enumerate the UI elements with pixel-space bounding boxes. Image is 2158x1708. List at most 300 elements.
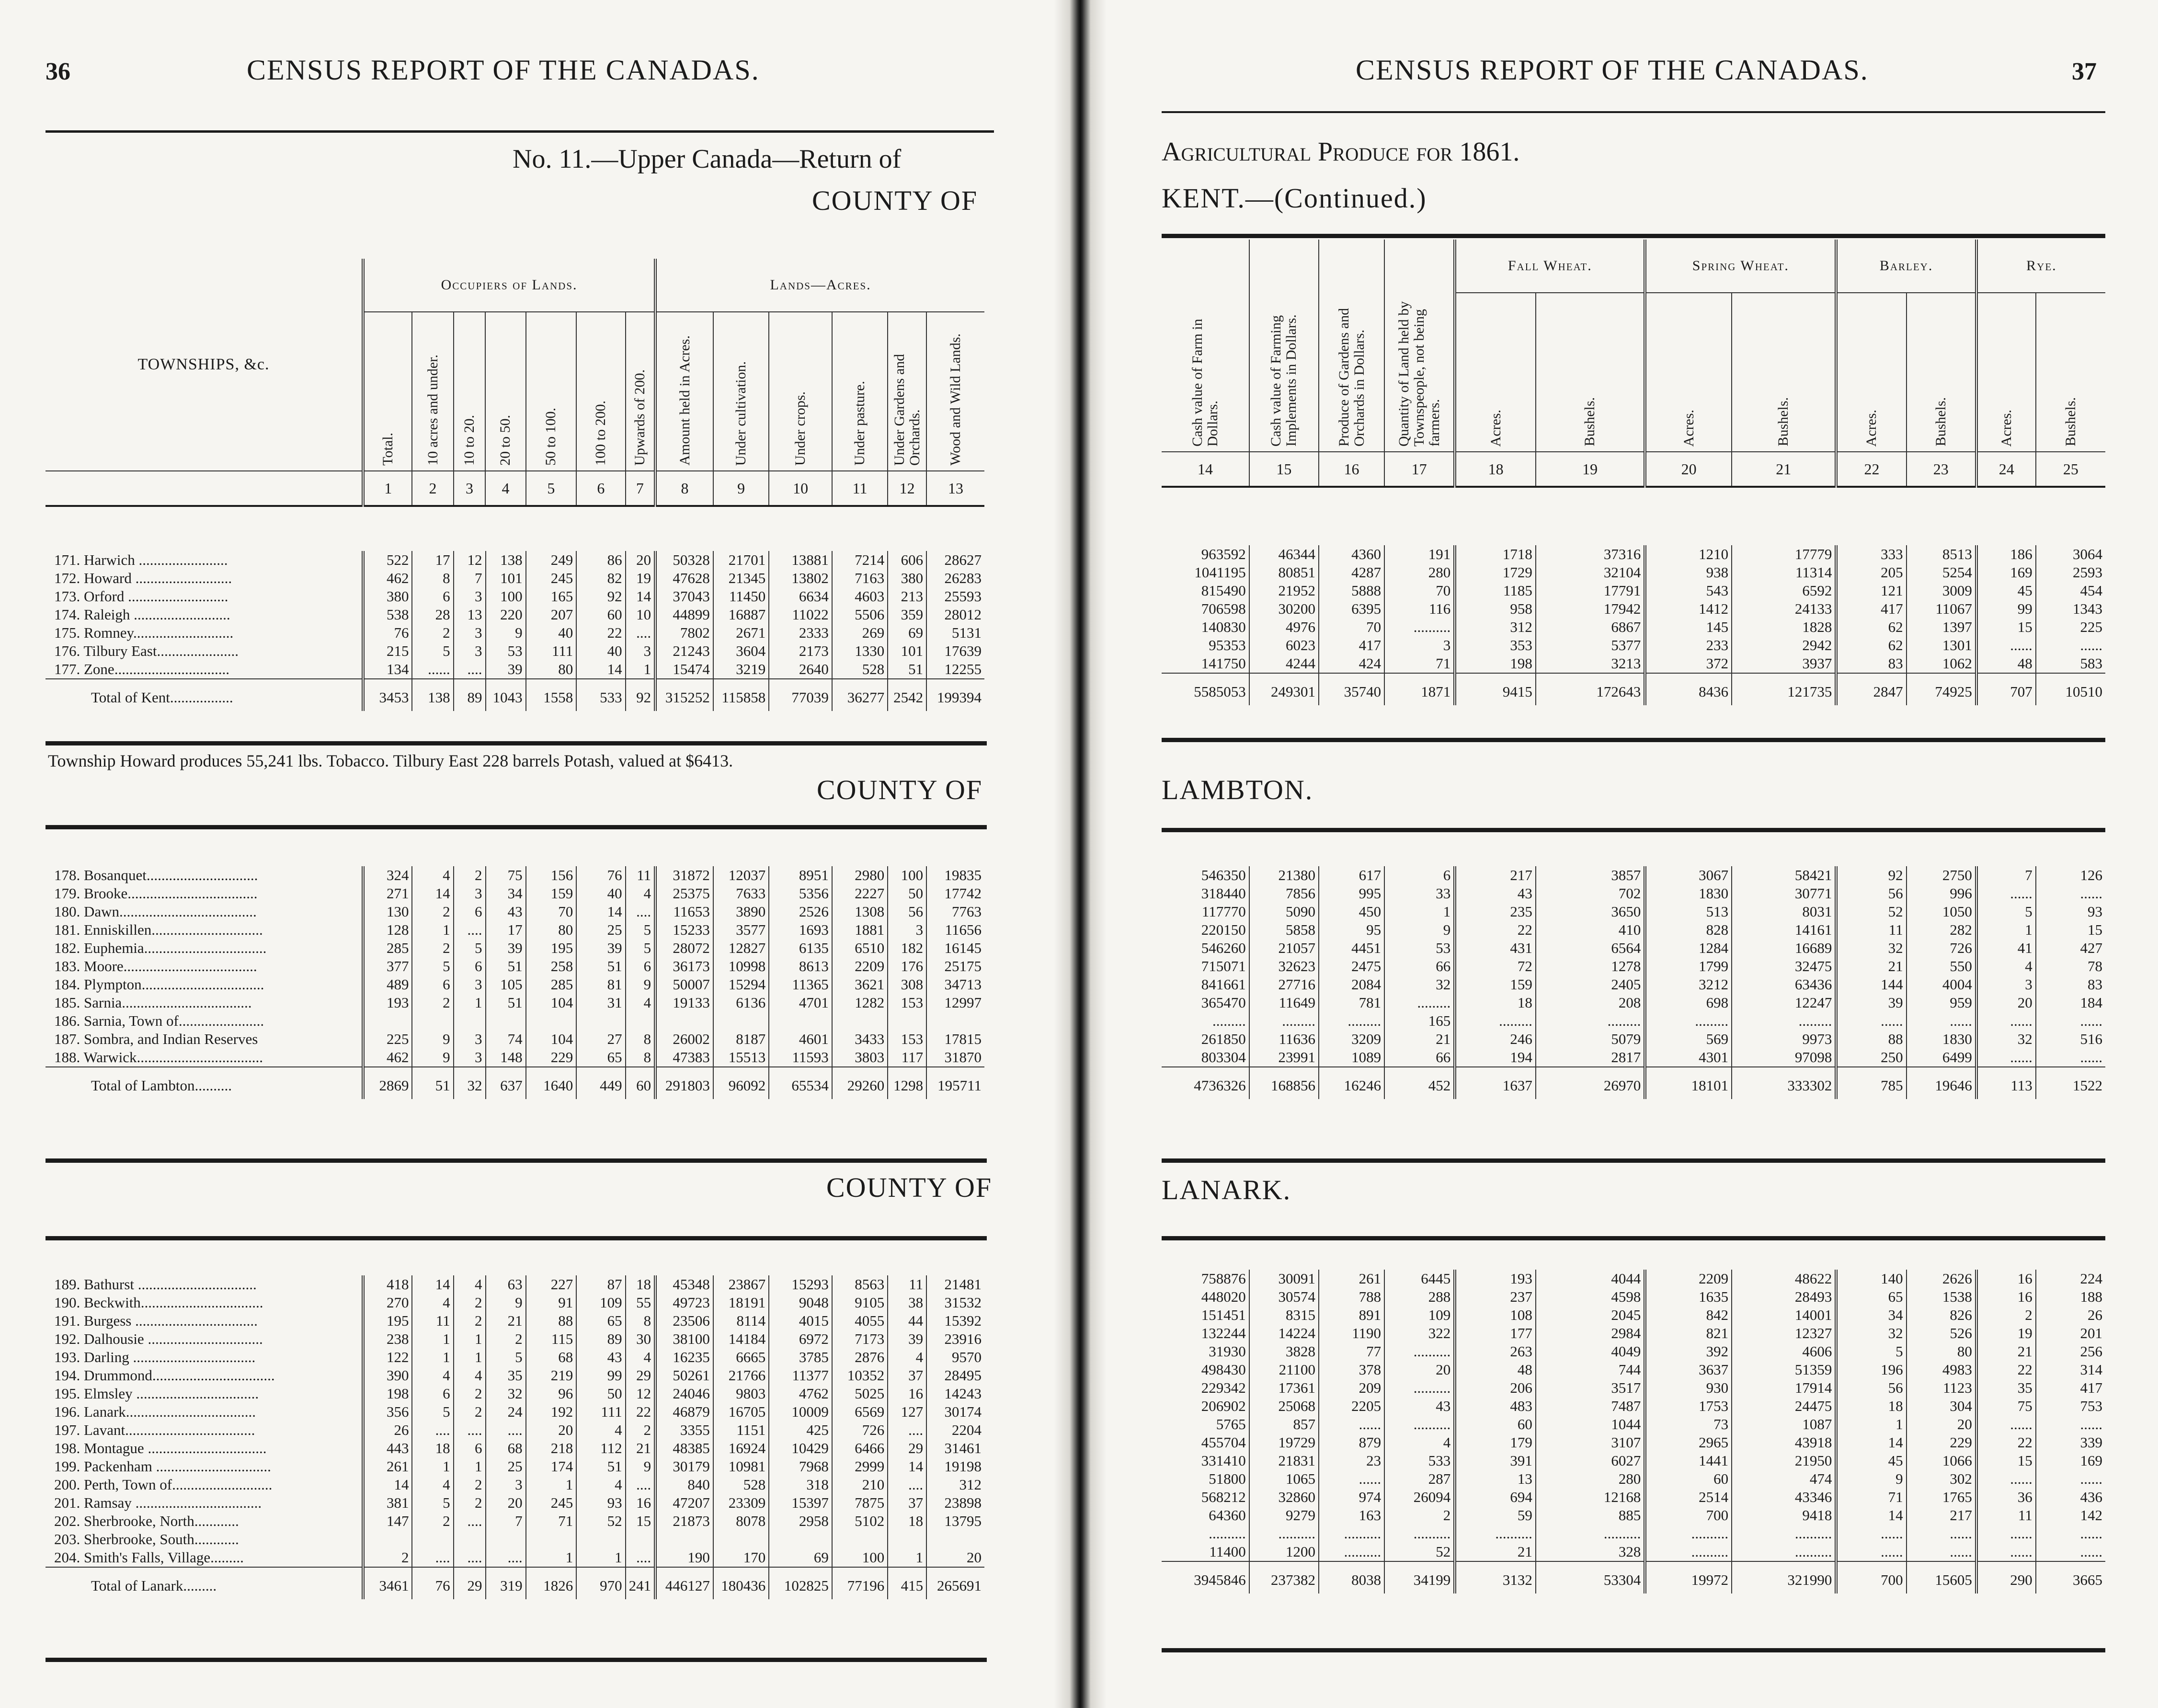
cell-value: 700 (1645, 1506, 1732, 1525)
cell-value: 417 (2036, 1379, 2105, 1397)
cell-value: 31870 (926, 1048, 984, 1067)
table-row (1162, 939, 2105, 957)
township-name: 179. Brooke................................... (54, 885, 258, 902)
column-header: 20 to 50. (485, 312, 525, 471)
cell-value: 2 (454, 866, 486, 884)
cell-value: 269 (832, 624, 888, 642)
cell-value: 5858 (1249, 921, 1319, 939)
cell-value: 76 (412, 1567, 453, 1599)
cell-value: 53 (486, 642, 526, 660)
township-name: 185. Sarnia................................... (54, 994, 252, 1011)
cell-value: ...... (1836, 1012, 1906, 1030)
cell-value: 4044 (1536, 1270, 1645, 1288)
cell-value: 4 (412, 866, 453, 884)
cell-value: 7856 (1249, 884, 1319, 903)
left-header-table (46, 259, 984, 507)
cell-value: 15 (1976, 618, 2036, 636)
cell-value: 14 (888, 1457, 926, 1476)
cell-value: 76 (576, 866, 625, 884)
cell-value: 489 (363, 975, 412, 994)
cell-value: 707 (1976, 673, 2036, 705)
cell-value: 28072 (655, 939, 713, 957)
cell-value: 224 (2036, 1270, 2105, 1288)
cell-value: 14001 (1732, 1306, 1836, 1324)
cell-value: ...... (1836, 1525, 1906, 1543)
cell-value: 3857 (1536, 866, 1645, 884)
kent-table (46, 551, 984, 711)
cell-value: 21873 (655, 1512, 713, 1530)
cell-value: 2640 (769, 660, 832, 679)
cell-value: 25 (486, 1457, 526, 1476)
cell-value: 21 (626, 1439, 656, 1457)
cell-value: 37 (888, 1494, 926, 1512)
column-number: 13 (926, 471, 984, 506)
cell-value: 3 (454, 642, 486, 660)
cell-value: 121 (1836, 582, 1906, 600)
cell-value: ...... (2036, 1525, 2105, 1543)
cell-value: 2526 (769, 903, 832, 921)
lambton-bottom-rule (46, 1158, 987, 1163)
right-page-number: 37 (2072, 58, 2097, 85)
cell-value: 2999 (832, 1457, 888, 1476)
cell-value: 424 (1319, 654, 1384, 673)
cell-value: 127 (888, 1403, 926, 1421)
cell-value: 5254 (1907, 563, 1976, 582)
cell-value: 20 (486, 1494, 526, 1512)
cell-value: 1412 (1645, 600, 1732, 618)
cell-value: 4601 (769, 1030, 832, 1048)
cell-value: 43 (1455, 884, 1536, 903)
cell-value: 8613 (769, 957, 832, 975)
cell-value: 427 (2036, 939, 2105, 957)
cell-value: 38 (888, 1294, 926, 1312)
cell-value: 4976 (1249, 618, 1319, 636)
cell-value: 17942 (1536, 600, 1645, 618)
cell-value: 3517 (1536, 1379, 1645, 1397)
right-kent-bottom-rule (1162, 738, 2105, 742)
township-name: 178. Bosanquet.............................. (54, 867, 258, 883)
cell-value: 19835 (926, 866, 984, 884)
cell-value: 1050 (1907, 903, 1976, 921)
cell-value: 7487 (1536, 1397, 1645, 1415)
table-row (46, 975, 984, 994)
cell-value: 1538 (1907, 1288, 1976, 1306)
cell-value: 694 (1455, 1488, 1536, 1506)
cell-value: 35740 (1319, 673, 1384, 705)
cell-value: 206902 (1201, 1398, 1246, 1414)
cell-value: 12247 (1732, 994, 1836, 1012)
cell-value: 56 (1836, 1379, 1906, 1397)
cell-value: 1 (1384, 903, 1455, 921)
cell-value: ...... (1976, 1543, 2036, 1561)
cell-value: 308 (888, 975, 926, 994)
cell-value: 23867 (713, 1275, 769, 1294)
cell-value: 15293 (769, 1275, 832, 1294)
cell-value: 318440 (1201, 885, 1246, 902)
cell-value: 1 (888, 1548, 926, 1567)
cell-value: 23991 (1249, 1048, 1319, 1067)
cell-value: 454 (2036, 582, 2105, 600)
total-row (46, 679, 984, 711)
cell-value: 53 (1384, 939, 1455, 957)
cell-value: 2 (1384, 1506, 1455, 1525)
cell-value: 147 (363, 1512, 412, 1530)
cell-value: 249 (526, 551, 577, 569)
cell-value: 418 (363, 1275, 412, 1294)
cell-value: 80 (526, 921, 577, 939)
cell-value: 87 (576, 1275, 625, 1294)
cell-value: 1640 (526, 1067, 577, 1099)
table-row (46, 1030, 984, 1048)
cell-value: .... (454, 1421, 486, 1439)
cell-value: 15 (626, 1512, 656, 1530)
cell-value: 3064 (2036, 545, 2105, 563)
cell-value: 32623 (1249, 957, 1319, 975)
cell-value: 60 (1455, 1415, 1536, 1433)
cell-value: 381 (363, 1494, 412, 1512)
table-row (1162, 866, 2105, 884)
cell-value: 20 (926, 1548, 984, 1567)
cell-value: 5765 (1216, 1416, 1246, 1433)
cell-value: 3 (454, 975, 486, 994)
cell-value: 65 (1836, 1288, 1906, 1306)
cell-value: 4 (1384, 1433, 1455, 1452)
table-row (1162, 1030, 2105, 1048)
cell-value: 17 (486, 921, 526, 939)
cell-value: 3107 (1536, 1433, 1645, 1452)
cell-value: .......... (1645, 1543, 1732, 1561)
cell-value: 3209 (1319, 1030, 1384, 1048)
cell-value: ...... (2036, 884, 2105, 903)
cell-value: 9803 (713, 1385, 769, 1403)
cell-value: 188 (2036, 1288, 2105, 1306)
cell-value: 24133 (1732, 600, 1836, 618)
right-lambton-bottom-rule (1162, 1158, 2105, 1163)
cell-value: 225 (363, 1030, 412, 1048)
cell-value: ...... (2036, 1543, 2105, 1561)
cell-value: 100 (888, 866, 926, 884)
cell-value: 9 (626, 1457, 656, 1476)
cell-value: ......... (1455, 1012, 1536, 1030)
cell-value: 10998 (713, 957, 769, 975)
cell-value: 15 (1976, 1452, 2036, 1470)
cell-value: 43 (486, 903, 526, 921)
cell-value: 6499 (1907, 1048, 1976, 1067)
table-row (1162, 957, 2105, 975)
cell-value: 1041195 (1194, 564, 1246, 581)
cell-value: 220150 (1201, 921, 1246, 938)
right-page (1102, 0, 2158, 1708)
cell-value: 328 (1536, 1543, 1645, 1561)
cell-value: 8315 (1249, 1306, 1319, 1324)
cell-value: 205 (1836, 563, 1906, 582)
cell-value: 41 (1976, 939, 2036, 957)
cell-value (888, 1012, 926, 1030)
cell-value: 803304 (1201, 1049, 1246, 1066)
column-header: 10 to 20. (454, 312, 486, 471)
cell-value: 380 (888, 569, 926, 587)
cell-value: 2 (454, 1312, 486, 1330)
cell-value: 3 (1976, 975, 2036, 994)
cell-value: 80851 (1249, 563, 1319, 582)
cell-value: 12 (454, 551, 486, 569)
cell-value: 218 (526, 1439, 577, 1457)
column-number: 18 (1455, 452, 1536, 487)
cell-value: 312 (1455, 618, 1536, 636)
cell-value: 39 (888, 1330, 926, 1348)
cell-value: 215 (363, 642, 412, 660)
cell-value: 392 (1645, 1342, 1732, 1361)
cell-value: 11377 (769, 1366, 832, 1385)
cell-value: 159 (1455, 975, 1536, 994)
cell-value: .... (454, 660, 486, 679)
cell-value: 38100 (655, 1330, 713, 1348)
cell-value: 237 (1455, 1288, 1536, 1306)
cell-value: 1278 (1536, 957, 1645, 975)
cell-value: 6 (412, 975, 453, 994)
cell-value: 4 (626, 994, 656, 1012)
cell-value: 92 (576, 587, 625, 606)
cell-value: 443 (363, 1439, 412, 1457)
cell-value: ...... (1319, 1470, 1384, 1488)
cell-value: 13802 (769, 569, 832, 587)
cell-value: 165 (526, 587, 577, 606)
cell-value (412, 1012, 453, 1030)
cell-value: 14 (576, 903, 625, 921)
cell-value: 48385 (655, 1439, 713, 1457)
cell-value: 1044 (1536, 1415, 1645, 1433)
cell-value: 287 (1384, 1470, 1455, 1488)
table-row (46, 569, 984, 587)
cell-value (769, 1530, 832, 1548)
cell-value: 13795 (926, 1512, 984, 1530)
cell-value: 207 (526, 606, 577, 624)
cell-value: 19 (1976, 1324, 2036, 1342)
table-row (1162, 1270, 2105, 1288)
cell-value: 17 (412, 551, 453, 569)
cell-value: ...... (2036, 1012, 2105, 1030)
cell-value: 959 (1907, 994, 1976, 1012)
cell-value: 3067 (1645, 866, 1732, 884)
cell-value: ......... (1384, 994, 1455, 1012)
cell-value: 19133 (655, 994, 713, 1012)
cell-value: 10510 (2036, 673, 2105, 705)
cell-value: 450 (1319, 903, 1384, 921)
cell-value: 217 (1455, 866, 1536, 884)
cell-value: 15474 (655, 660, 713, 679)
cell-value (626, 1012, 656, 1030)
cell-value: 52 (1384, 1543, 1455, 1561)
cell-value: 841661 (1201, 976, 1246, 993)
cell-value: 5 (412, 1494, 453, 1512)
cell-value: .......... (1455, 1525, 1536, 1543)
cell-value: 606 (888, 551, 926, 569)
cell-value: 32 (486, 1385, 526, 1403)
cell-value: 702 (1536, 884, 1645, 903)
cell-value: 32475 (1732, 957, 1836, 975)
table-row (1162, 884, 2105, 903)
cell-value: 75 (1976, 1397, 2036, 1415)
cell-value: ...... (1976, 1415, 2036, 1433)
cell-value: 2475 (1319, 957, 1384, 975)
cell-value: 48 (1455, 1361, 1536, 1379)
cell-value (713, 1530, 769, 1548)
cell-value: 169 (1976, 563, 2036, 582)
cell-value (412, 1530, 453, 1548)
table-row (46, 1348, 984, 1366)
cell-value: 4701 (769, 994, 832, 1012)
cell-value: 6510 (832, 939, 888, 957)
cell-value: 190 (655, 1548, 713, 1567)
cell-value: 2 (486, 1330, 526, 1348)
cell-value: 70 (526, 903, 577, 921)
cell-value: 227 (526, 1275, 577, 1294)
cell-value: 6634 (769, 587, 832, 606)
cell-value: 141750 (1201, 655, 1246, 672)
cell-value: 6023 (1249, 636, 1319, 654)
cell-value: 35 (1976, 1379, 2036, 1397)
cell-value: 3650 (1536, 903, 1645, 921)
cell-value: 3 (454, 1030, 486, 1048)
cell-value: 11 (1976, 1506, 2036, 1525)
cell-value: 282 (1907, 921, 1976, 939)
cell-value: 1718 (1455, 545, 1536, 563)
cell-value: 11649 (1249, 994, 1319, 1012)
table-row (1162, 582, 2105, 600)
cell-value: 446127 (655, 1567, 713, 1599)
cell-value: 1043 (486, 679, 526, 711)
cell-value: 102825 (769, 1567, 832, 1599)
cell-value: 2209 (1645, 1270, 1732, 1288)
cell-value: 533 (576, 679, 625, 711)
column-number: 19 (1536, 452, 1645, 487)
lanark-produce-table (1162, 1270, 2105, 1593)
cell-value: 5 (412, 1403, 453, 1421)
total-row (1162, 1561, 2105, 1593)
cell-value: ...... (2036, 1415, 2105, 1433)
cell-value: 2 (412, 1512, 453, 1530)
cell-value: 59 (1455, 1506, 1536, 1525)
column-number: 10 (769, 471, 832, 506)
cell-value: 11656 (926, 921, 984, 939)
cell-value: 3009 (1907, 582, 1976, 600)
table-row (1162, 1361, 2105, 1379)
cell-value: 117770 (1201, 903, 1246, 920)
cell-value: 39 (1836, 994, 1906, 1012)
cell-value: 104 (526, 1030, 577, 1048)
cell-value: 6395 (1319, 600, 1384, 618)
cell-value: 23898 (926, 1494, 984, 1512)
cell-value: 192 (526, 1403, 577, 1421)
cell-value: 16 (626, 1494, 656, 1512)
cell-value: 1828 (1732, 618, 1836, 636)
township-name: Total of Kent................. (46, 679, 363, 711)
cell-value: 2965 (1645, 1433, 1732, 1452)
crop-group-header: Barley. (1836, 240, 1976, 293)
cell-value: .... (626, 624, 656, 642)
cell-value: 11 (412, 1312, 453, 1330)
cell-value: .... (888, 1421, 926, 1439)
cell-value: 159 (526, 884, 577, 903)
cell-value: 246 (1455, 1030, 1536, 1048)
cell-value: 96 (526, 1385, 577, 1403)
cell-value: 2817 (1536, 1048, 1645, 1067)
cell-value: ......... (1536, 1012, 1645, 1030)
cell-value: 372 (1645, 654, 1732, 673)
column-header: Quantity of Land held by Townspeople, not being farmers. (1384, 240, 1455, 452)
cell-value: 235 (1455, 903, 1536, 921)
cell-value: 15513 (713, 1048, 769, 1067)
cell-value: 1 (454, 1348, 486, 1366)
cell-value: 16246 (1319, 1067, 1384, 1099)
head-rule (46, 130, 994, 133)
cell-value: 142 (2036, 1506, 2105, 1525)
cell-value: 34199 (1384, 1561, 1455, 1593)
cell-value: 995 (1319, 884, 1384, 903)
cell-value: 56 (888, 903, 926, 921)
cell-value: 50 (888, 884, 926, 903)
cell-value: 417 (1836, 600, 1906, 618)
cell-value: 5377 (1536, 636, 1645, 654)
cell-value: 29 (888, 1439, 926, 1457)
total-row (46, 1567, 984, 1599)
cell-value: ......... (1732, 1012, 1836, 1030)
lambton-produce-table (1162, 866, 2105, 1099)
column-number: 11 (832, 471, 888, 506)
cell-value: 7163 (832, 569, 888, 587)
cell-value: 8 (412, 569, 453, 587)
cell-value: 715071 (1201, 958, 1246, 974)
cell-value: 9415 (1455, 673, 1536, 705)
cell-value: 130 (363, 903, 412, 921)
cell-value: 304 (1907, 1397, 1976, 1415)
cell-value: 11636 (1249, 1030, 1319, 1048)
cell-value: 14 (412, 1275, 453, 1294)
cell-value: 16924 (713, 1439, 769, 1457)
cell-value: 1298 (888, 1067, 926, 1099)
cell-value: 53304 (1536, 1561, 1645, 1593)
cell-value: 5585053 (1162, 673, 1249, 705)
cell-value: ...... (1319, 1415, 1384, 1433)
table-row (1162, 1543, 2105, 1561)
cell-value: 19729 (1249, 1433, 1319, 1452)
cell-value: 51 (412, 1067, 453, 1099)
cell-value: 122 (363, 1348, 412, 1366)
cell-value: 436 (2036, 1488, 2105, 1506)
cell-value: 1558 (526, 679, 577, 711)
cell-value: 637 (486, 1067, 526, 1099)
cell-value: 25375 (655, 884, 713, 903)
cell-value: 4049 (1536, 1342, 1645, 1361)
cell-value: 15 (2036, 921, 2105, 939)
cell-value: 546350 (1201, 867, 1246, 883)
cell-value: 1185 (1455, 582, 1536, 600)
township-name: 200. Perth, Town of........................... (54, 1476, 273, 1493)
township-name: 193. Darling ................................. (54, 1349, 256, 1365)
cell-value: 16 (1976, 1270, 2036, 1288)
cell-value: 1210 (1645, 545, 1732, 563)
cell-value: 2876 (832, 1348, 888, 1366)
cell-value: 7633 (713, 884, 769, 903)
cell-value: 34713 (926, 975, 984, 994)
cell-value: 3665 (2036, 1561, 2105, 1593)
cell-value: 3604 (713, 642, 769, 660)
cell-value: 70 (1384, 582, 1455, 600)
cell-value: 35 (486, 1366, 526, 1385)
cell-value: 71 (1836, 1488, 1906, 1506)
cell-value: 10 (626, 606, 656, 624)
cell-value: 3785 (769, 1348, 832, 1366)
